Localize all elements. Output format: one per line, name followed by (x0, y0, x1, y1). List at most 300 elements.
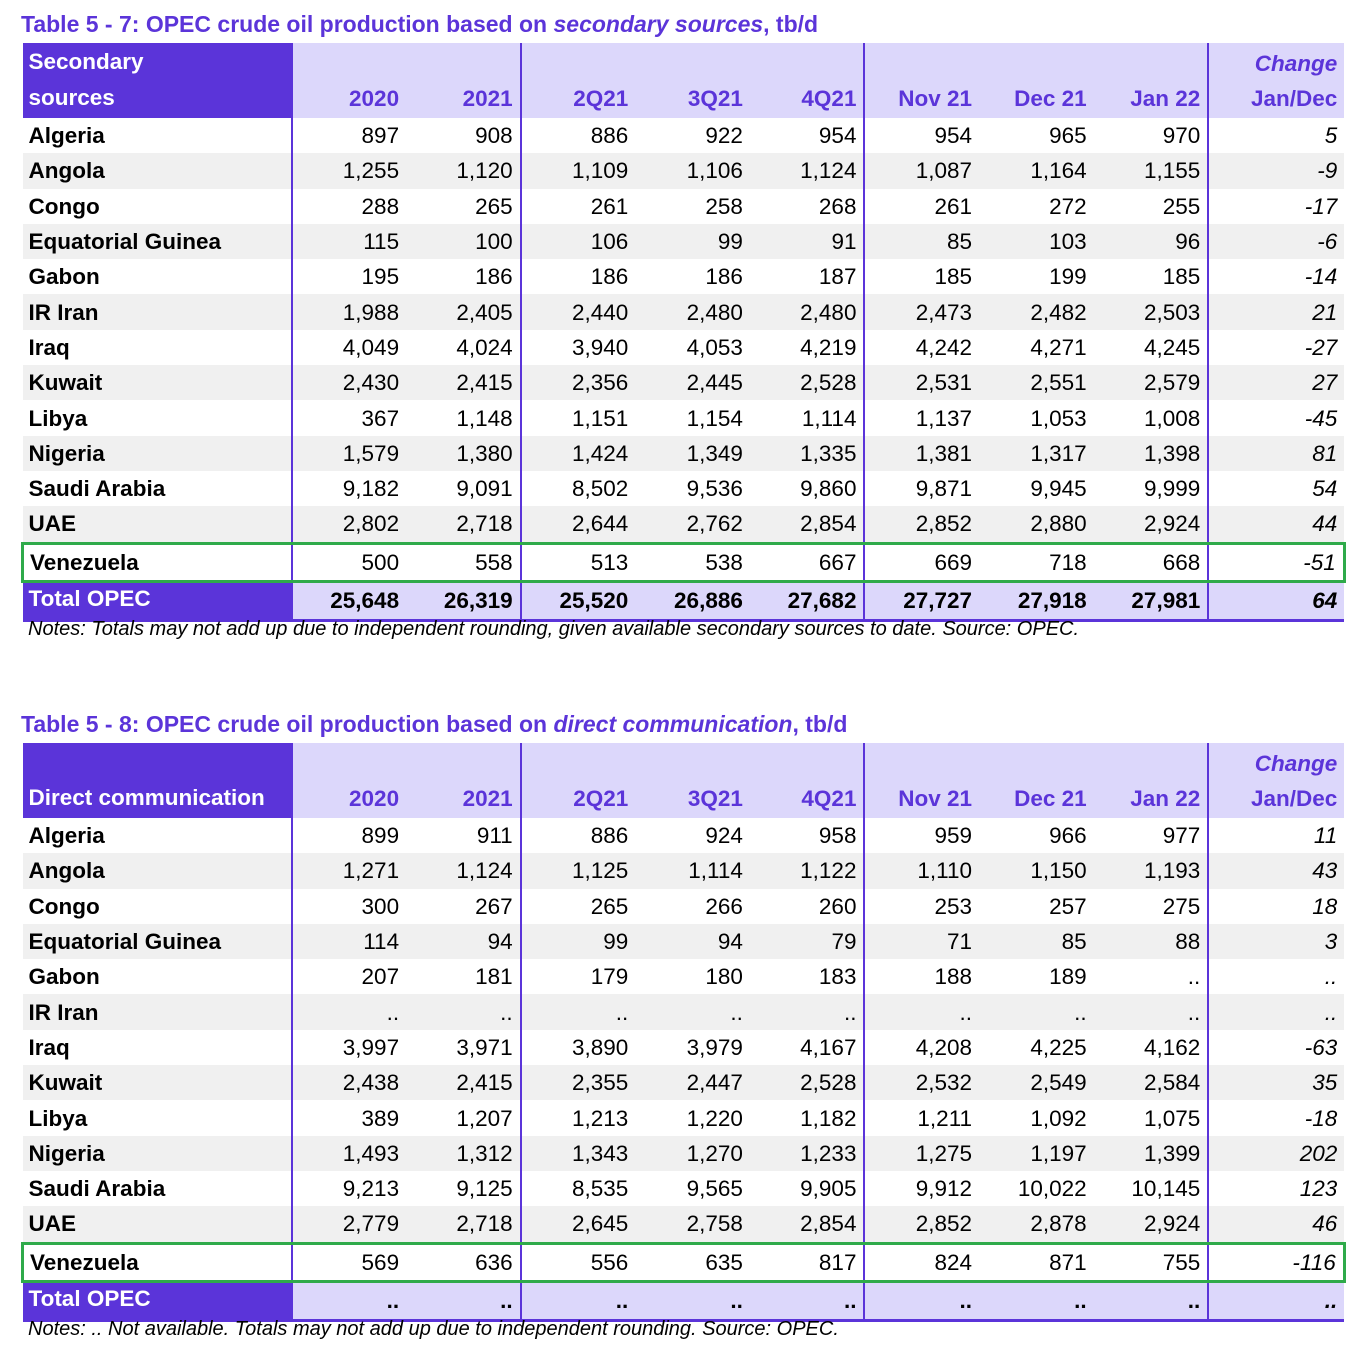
table-row (23, 330, 1345, 365)
country-cell: Venezuela (23, 543, 292, 581)
value-cell: 2,584 (1094, 1065, 1209, 1100)
country-cell: Libya (23, 1100, 292, 1135)
table-row (23, 294, 1345, 329)
value-cell: 1,193 (1094, 853, 1209, 888)
table-row (23, 1100, 1345, 1135)
total-value-cell: 25,520 (521, 581, 636, 620)
value-cell: 1,106 (635, 153, 750, 188)
value-cell: 1,233 (750, 1136, 865, 1171)
value-cell: 1,182 (750, 1100, 865, 1135)
value-cell: 1,197 (979, 1136, 1094, 1171)
column-header: 2Q21 (521, 43, 636, 118)
table-row (23, 1243, 1345, 1281)
table-row (23, 365, 1345, 400)
value-cell: 99 (635, 224, 750, 259)
row-label-header (23, 43, 292, 118)
value-cell: 8,535 (571, 1176, 629, 1202)
change-header (1208, 743, 1344, 818)
value-cell: 99 (521, 924, 636, 959)
value-cell: 106 (521, 224, 636, 259)
change-cell: 35 (1208, 1065, 1344, 1100)
value-cell: 1,092 (1030, 1105, 1087, 1131)
country-cell: UAE (23, 1206, 292, 1243)
value-cell: 966 (1049, 823, 1087, 849)
table-row (23, 924, 1345, 959)
value-cell: 268 (750, 189, 865, 224)
total-label: Total OPEC (23, 1281, 292, 1320)
total-value-cell: 26,886 (635, 581, 750, 620)
change-cell: -6 (1208, 224, 1344, 259)
change-cell: 123 (1299, 1176, 1338, 1202)
value-cell: 114 (292, 924, 407, 959)
change-cell: 46 (1208, 1206, 1344, 1243)
change-cell: 202 (1208, 1136, 1344, 1171)
table-row (23, 400, 1345, 435)
value-cell: 9,565 (686, 1176, 743, 1202)
total-value-cell: .. (406, 1281, 521, 1320)
total-value-cell: 27,918 (979, 581, 1094, 620)
value-cell: 2,551 (979, 365, 1094, 400)
change-cell: -51 (1208, 543, 1344, 581)
value-cell: 755 (1094, 1243, 1209, 1281)
value-cell: 2,355 (521, 1065, 636, 1100)
country-cell: Iraq (23, 330, 292, 365)
total-value-cell: .. (635, 1281, 750, 1320)
value-cell: 4,167 (750, 1030, 865, 1065)
total-value-cell: 27,727 (864, 581, 979, 620)
value-cell: 2,480 (635, 294, 750, 329)
value-cell: 4,162 (1094, 1030, 1209, 1065)
value-cell: 958 (750, 818, 865, 853)
table-row (23, 259, 1345, 294)
value-cell: 1,211 (917, 1105, 973, 1131)
value-cell: 2,528 (750, 365, 865, 400)
country-cell: Congo (23, 889, 292, 924)
country-cell: Angola (23, 153, 292, 188)
value-cell: 2,579 (1094, 365, 1209, 400)
value-cell: 185 (934, 264, 973, 290)
value-cell: 922 (705, 123, 743, 149)
total-value-cell: 26,319 (406, 581, 521, 620)
value-cell: 2,480 (750, 294, 865, 329)
total-value-cell: .. (1094, 1281, 1209, 1320)
column-header: 3Q21 (635, 43, 750, 118)
value-cell: 871 (979, 1243, 1094, 1281)
change-cell: 27 (1208, 365, 1344, 400)
value-cell: 91 (750, 224, 865, 259)
value-cell: 3,890 (571, 1034, 629, 1060)
change-cell: 54 (1312, 476, 1338, 502)
value-cell: 9,091 (406, 471, 521, 506)
value-cell: 886 (590, 823, 629, 849)
column-header: 2021 (406, 743, 521, 818)
value-cell: 1,122 (750, 853, 865, 888)
country-cell: Kuwait (23, 365, 292, 400)
change-cell: -45 (1304, 405, 1338, 431)
total-label: Total OPEC (23, 581, 292, 620)
table-row (23, 1065, 1345, 1100)
country-cell: Saudi Arabia (23, 1171, 292, 1206)
table-row (23, 224, 1345, 259)
title-suffix: , tb/d (792, 711, 848, 737)
change-line1: Change (1254, 751, 1338, 776)
value-cell: 718 (979, 543, 1094, 581)
value-cell: 1,988 (292, 294, 407, 329)
country-cell: Nigeria (23, 436, 292, 471)
column-header: 4Q21 (750, 43, 865, 118)
value-cell: 897 (361, 123, 400, 149)
value-cell: 668 (1094, 543, 1209, 581)
value-cell: 2,802 (292, 506, 407, 543)
value-cell: 261 (934, 193, 973, 219)
value-cell: 3,971 (406, 1030, 521, 1065)
data-table (21, 743, 1346, 1322)
value-cell: 265 (590, 893, 629, 919)
value-cell: 4,225 (1030, 1034, 1087, 1060)
value-cell: 2,447 (635, 1065, 750, 1100)
country-cell: UAE (23, 506, 292, 543)
table-notes: Notes: Totals may not add up due to independent rounding, given available secondary sources to date. Source: OPEC. (28, 618, 1080, 640)
value-cell: 261 (590, 193, 629, 219)
value-cell: 96 (1094, 224, 1209, 259)
change-cell: -17 (1304, 193, 1338, 219)
value-cell: 2,718 (406, 1206, 521, 1243)
value-cell: 2,762 (635, 506, 750, 543)
value-cell: 1,399 (1094, 1136, 1209, 1171)
table-row (23, 853, 1345, 888)
value-cell: 195 (361, 264, 400, 290)
value-cell: 667 (750, 543, 865, 581)
value-cell: 255 (1094, 189, 1209, 224)
column-header: 2Q21 (521, 743, 636, 818)
value-cell: 1,349 (635, 436, 750, 471)
total-value-cell: .. (750, 1281, 865, 1320)
value-cell: 1,493 (292, 1136, 407, 1171)
column-header: 4Q21 (750, 743, 865, 818)
value-cell: 2,531 (864, 365, 979, 400)
value-cell: 179 (590, 964, 629, 990)
value-cell: 389 (361, 1105, 400, 1131)
value-cell: 4,053 (686, 334, 743, 360)
label-line2: sources (28, 85, 115, 110)
value-cell: 3,940 (571, 334, 629, 360)
column-header: Dec 21 (979, 743, 1094, 818)
value-cell: 1,151 (571, 405, 629, 431)
value-cell: 260 (750, 889, 865, 924)
value-cell: 977 (1094, 818, 1209, 853)
value-cell: 2,645 (521, 1206, 636, 1243)
value-cell: 103 (979, 224, 1094, 259)
value-cell: .. (1094, 994, 1209, 1029)
total-value-cell: .. (864, 1281, 979, 1320)
country-cell: Algeria (23, 118, 292, 153)
total-value-cell: .. (521, 1281, 636, 1320)
value-cell: 1,312 (406, 1136, 521, 1171)
value-cell: 4,245 (1094, 330, 1209, 365)
value-cell: 1,579 (292, 436, 407, 471)
table-row (23, 1030, 1345, 1065)
value-cell: 9,945 (1030, 476, 1087, 502)
change-cell: .. (1208, 994, 1344, 1029)
value-cell: 908 (406, 118, 521, 153)
value-cell: 181 (406, 959, 521, 994)
column-header: 3Q21 (635, 743, 750, 818)
value-cell: 183 (750, 959, 865, 994)
value-cell: 1,207 (406, 1100, 521, 1135)
table-row (23, 543, 1345, 581)
value-cell: 258 (705, 193, 743, 219)
table-row (23, 436, 1345, 471)
value-cell: 8,502 (571, 476, 629, 502)
column-header: 2020 (292, 43, 407, 118)
total-value-cell: .. (979, 1281, 1094, 1320)
table-title (21, 10, 818, 38)
total-change-cell: 64 (1208, 581, 1344, 620)
change-cell: 43 (1208, 853, 1344, 888)
change-cell: -63 (1304, 1034, 1338, 1060)
value-cell: 959 (934, 823, 973, 849)
table-row (23, 118, 1345, 153)
value-cell: 267 (406, 889, 521, 924)
value-cell: 2,503 (1094, 294, 1209, 329)
table-row (23, 506, 1345, 543)
value-cell: 2,438 (292, 1065, 407, 1100)
value-cell: 1,154 (686, 405, 743, 431)
value-cell: 2,852 (864, 1206, 979, 1243)
value-cell: 1,213 (571, 1105, 629, 1131)
value-cell: 94 (635, 924, 750, 959)
value-cell: 1,150 (979, 853, 1094, 888)
change-cell: 18 (1312, 893, 1338, 919)
value-cell: 1,114 (635, 853, 750, 888)
country-cell: IR Iran (23, 294, 292, 329)
value-cell: 257 (1049, 893, 1087, 919)
value-cell: 1,424 (521, 436, 636, 471)
total-value-cell: 27,682 (750, 581, 865, 620)
value-cell: 635 (635, 1243, 750, 1281)
value-cell: 9,536 (686, 476, 743, 502)
value-cell: 189 (1049, 964, 1087, 990)
column-header: Dec 21 (979, 43, 1094, 118)
value-cell: 9,213 (342, 1176, 400, 1202)
value-cell: 3,997 (342, 1034, 400, 1060)
value-cell: 556 (521, 1243, 636, 1281)
label-line1: Secondary (28, 49, 144, 74)
value-cell: .. (1094, 959, 1209, 994)
value-cell: 2,528 (750, 1065, 865, 1100)
value-cell: 2,405 (406, 294, 521, 329)
total-value-cell: 25,648 (292, 581, 407, 620)
value-cell: 2,415 (406, 365, 521, 400)
value-cell: 4,219 (750, 330, 865, 365)
value-cell: 538 (635, 543, 750, 581)
value-cell: 558 (406, 543, 521, 581)
value-cell: 85 (979, 924, 1094, 959)
country-cell: Equatorial Guinea (23, 924, 292, 959)
country-cell: Kuwait (23, 1065, 292, 1100)
value-cell: 2,415 (406, 1065, 521, 1100)
value-cell: 253 (934, 893, 973, 919)
value-cell: 115 (292, 224, 407, 259)
value-cell: 300 (361, 893, 400, 919)
value-cell: 199 (1049, 264, 1087, 290)
country-cell: Iraq (23, 1030, 292, 1065)
table-body (23, 118, 1345, 581)
value-cell: 2,356 (521, 365, 636, 400)
country-cell: Libya (23, 400, 292, 435)
value-cell: 1,164 (979, 153, 1094, 188)
value-cell: 2,532 (864, 1065, 979, 1100)
value-cell: 186 (406, 259, 521, 294)
value-cell: .. (521, 994, 636, 1029)
value-cell: 2,430 (292, 365, 407, 400)
value-cell: 636 (406, 1243, 521, 1281)
value-cell: 288 (361, 193, 400, 219)
value-cell: 2,852 (864, 506, 979, 543)
value-cell: 3,979 (686, 1034, 743, 1060)
table-notes: Notes: .. Not available. Totals may not add up due to independent rounding. Source: OPEC. (28, 1318, 839, 1340)
value-cell: .. (635, 994, 750, 1029)
title-italic: secondary sources (553, 11, 764, 37)
value-cell: 1,148 (406, 400, 521, 435)
value-cell: 186 (590, 264, 629, 290)
value-cell: 569 (292, 1243, 407, 1281)
value-cell: 824 (864, 1243, 979, 1281)
value-cell: 500 (292, 543, 407, 581)
value-cell: .. (292, 994, 407, 1029)
value-cell: 1,343 (521, 1136, 636, 1171)
table-row (23, 889, 1345, 924)
value-cell: 207 (361, 964, 400, 990)
change-cell: -27 (1304, 334, 1338, 360)
column-header: Jan 22 (1094, 43, 1209, 118)
value-cell: 1,271 (292, 853, 407, 888)
value-cell: 2,779 (292, 1206, 407, 1243)
value-cell: 71 (864, 924, 979, 959)
column-header: Nov 21 (864, 43, 979, 118)
change-cell: 21 (1208, 294, 1344, 329)
value-cell: 2,924 (1094, 1206, 1209, 1243)
value-cell: 275 (1094, 889, 1209, 924)
value-cell: 1,008 (1094, 400, 1209, 435)
value-cell: 2,880 (979, 506, 1094, 543)
value-cell: 2,758 (635, 1206, 750, 1243)
table-row (23, 153, 1345, 188)
value-cell: 970 (1094, 118, 1209, 153)
change-cell: 3 (1208, 924, 1344, 959)
value-cell: 1,155 (1094, 153, 1209, 188)
country-cell: IR Iran (23, 994, 292, 1029)
value-cell: 1,398 (1094, 436, 1209, 471)
value-cell: 1,137 (915, 405, 973, 431)
change-line2: Jan/Dec (1250, 786, 1338, 811)
table-row (23, 959, 1345, 994)
change-line1: Change (1254, 51, 1338, 76)
total-row (23, 1281, 1345, 1320)
value-cell: 186 (705, 264, 743, 290)
change-header (1208, 43, 1344, 118)
value-cell: 2,482 (979, 294, 1094, 329)
change-cell: .. (1324, 964, 1338, 990)
total-value-cell: .. (292, 1281, 407, 1320)
column-header: Nov 21 (864, 743, 979, 818)
value-cell: 2,924 (1094, 506, 1209, 543)
value-cell: 265 (406, 189, 521, 224)
value-cell: 10,145 (1094, 1171, 1209, 1206)
value-cell: 187 (750, 259, 865, 294)
value-cell: 1,114 (750, 400, 865, 435)
country-cell: Angola (23, 853, 292, 888)
value-cell: .. (864, 994, 979, 1029)
value-cell: 9,860 (750, 471, 865, 506)
header-row (23, 743, 1345, 818)
country-cell: Venezuela (23, 1243, 292, 1281)
total-value-cell: 27,981 (1094, 581, 1209, 620)
value-cell: 669 (864, 543, 979, 581)
country-cell: Gabon (23, 259, 292, 294)
value-cell: 1,317 (979, 436, 1094, 471)
value-cell: 1,087 (864, 153, 979, 188)
column-header: 2020 (292, 743, 407, 818)
value-cell: .. (406, 994, 521, 1029)
value-cell: 924 (705, 823, 743, 849)
change-cell: 5 (1324, 123, 1338, 149)
value-cell: 185 (1094, 259, 1209, 294)
country-cell: Congo (23, 189, 292, 224)
change-cell: -9 (1208, 153, 1344, 188)
table-row (23, 1136, 1345, 1171)
value-cell: 1,275 (864, 1136, 979, 1171)
value-cell: 9,871 (915, 476, 973, 502)
table-row (23, 1171, 1345, 1206)
change-cell: -14 (1304, 264, 1338, 290)
value-cell: 965 (1049, 123, 1087, 149)
value-cell: 1,124 (406, 853, 521, 888)
value-cell: 2,718 (406, 506, 521, 543)
header-row (23, 43, 1345, 118)
value-cell: 4,271 (1030, 334, 1087, 360)
value-cell: 1,270 (635, 1136, 750, 1171)
country-cell: Equatorial Guinea (23, 224, 292, 259)
value-cell: 2,473 (864, 294, 979, 329)
value-cell: 9,905 (750, 1171, 865, 1206)
value-cell: 9,125 (406, 1171, 521, 1206)
value-cell: 1,075 (1094, 1100, 1209, 1135)
value-cell: 94 (406, 924, 521, 959)
value-cell: 100 (406, 224, 521, 259)
value-cell: 2,549 (979, 1065, 1094, 1100)
value-cell: 85 (864, 224, 979, 259)
value-cell: 513 (521, 543, 636, 581)
value-cell: 817 (750, 1243, 865, 1281)
value-cell: 1,124 (750, 153, 865, 188)
country-cell: Gabon (23, 959, 292, 994)
total-row (23, 581, 1345, 620)
change-line2: Jan/Dec (1250, 86, 1338, 111)
column-header: Jan 22 (1094, 743, 1209, 818)
value-cell: 2,440 (521, 294, 636, 329)
title-prefix: Table 5 - 7: OPEC crude oil production based on (21, 11, 554, 37)
value-cell: 4,024 (406, 330, 521, 365)
value-cell: 1,220 (686, 1105, 743, 1131)
country-cell: Nigeria (23, 1136, 292, 1171)
table-body (23, 818, 1345, 1281)
value-cell: 4,242 (915, 334, 973, 360)
value-cell: 266 (705, 893, 743, 919)
value-cell: 899 (361, 823, 400, 849)
table-row (23, 189, 1345, 224)
value-cell: 1,335 (750, 436, 865, 471)
